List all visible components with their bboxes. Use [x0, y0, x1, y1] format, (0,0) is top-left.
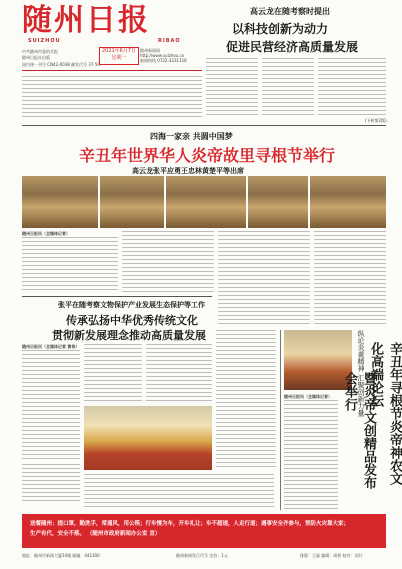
second-story-kicker: 张平在随考察文物保护产业发展生态保护等工作 [58, 301, 205, 309]
sidebar-divider [280, 330, 281, 510]
issue-weekday: 星期一 [111, 55, 127, 61]
second-story-headline-2: 贯彻新发展理念推动高质量发展 [52, 329, 206, 342]
lead-photo-4 [248, 176, 308, 228]
sidebar-story-byline: 随州日报讯（全媒体记者） [284, 394, 332, 399]
top-story-text-col-1 [206, 58, 258, 116]
top-story-text-col-2 [262, 58, 314, 116]
lead-text-col-3 [218, 231, 310, 325]
second-text-col-5 [22, 464, 80, 504]
lead-photo-3 [166, 176, 246, 228]
lead-story-headline: 辛丑年世界华人炎帝故里寻根节举行 [78, 146, 335, 165]
second-text-col-2 [84, 344, 142, 404]
website: 随州新闻网 http://www.suizhou.cn [140, 48, 185, 58]
second-divider [22, 296, 212, 297]
second-text-col-4 [216, 330, 276, 470]
second-story-photo [84, 406, 212, 470]
lead-photo-5 [310, 176, 386, 228]
top-story-headline-1: 以科技创新为动力 [232, 22, 329, 36]
masthead-roman-right: RIBAO [158, 38, 181, 44]
lead-photo-2 [100, 176, 164, 228]
publisher-2: 随州日报社出版 [22, 55, 50, 60]
lead-text-col-2 [122, 231, 214, 292]
top-story-kicker: 高云龙在随考察时提出 [250, 7, 330, 16]
lead-text-col-1 [22, 237, 118, 292]
footer-banner [22, 514, 386, 548]
issue-number: 国内统一刊号 CN42-0038 邮发代号 37-50 [22, 62, 100, 67]
second-story-byline: 随州日报讯（全媒体记者 黄伟） [22, 344, 80, 349]
top-story-continued: (下转第2版) [365, 118, 387, 123]
footer-banner-line-2: 生产有代，安全不落。 （随州市政府新闻办公室 宣） [30, 531, 161, 537]
sidebar-story-headline-2: 暨炎帝文创精品发布会举行 [342, 372, 376, 489]
top-story-headline-2: 促进民营经济高质量发展 [226, 40, 359, 54]
sidebar-text-col [284, 400, 338, 510]
footer-banner-line-1: 送餐随州：提口罩，勤洗手，常通风，用公筷；行车慢为车，开车礼让；车不超速，人走行道；遇事安全齐参与，预防火灾靠大家； [30, 521, 350, 527]
second-text-col-3 [146, 344, 212, 404]
news-phone: 新闻热线 0722-3231118 [140, 58, 187, 63]
lead-text-col-4 [314, 231, 386, 325]
section-divider [22, 125, 386, 126]
second-story-headline-1: 传承弘扬中华优秀传统文化 [66, 314, 198, 327]
bottom-info-right: 排版：王磊 编辑：周桥 校对：吴红 [300, 553, 363, 558]
lead-story-subhead: 高云龙张平应勇王忠林黄楚平等出席 [132, 167, 244, 175]
top-story-text-col-3 [318, 58, 386, 116]
second-text-bottom [84, 474, 274, 510]
second-text-col-1 [22, 350, 80, 460]
lead-story-byline: 随州日报讯（全媒体记者） [22, 231, 70, 236]
lead-photo-1 [22, 176, 98, 228]
masthead-title: 随州日报 [22, 3, 150, 38]
lead-story-kicker: 四海一家亲 共圆中国梦 [150, 132, 233, 141]
bottom-info-left: 地址：随州市新闻大厦14楼 邮编：441300 [22, 553, 100, 558]
masthead-roman-left: SUIZHOU [28, 38, 61, 44]
publisher: 中共随州市委机关报 [22, 49, 58, 54]
issue-date: 2021年6月7日 [101, 48, 137, 54]
left-brief-text [22, 76, 202, 120]
sidebar-story-kicker: 纵论炎黄精神 汇聚创新力量 [357, 330, 365, 417]
bottom-info-mid: 随州新闻发行代号 定价：1元 [176, 553, 228, 558]
date-box [99, 47, 139, 65]
masthead-rule [22, 70, 202, 71]
sidebar-story-headline-1: 辛丑年寻根节炎帝神农文化高端论坛 [368, 342, 402, 485]
